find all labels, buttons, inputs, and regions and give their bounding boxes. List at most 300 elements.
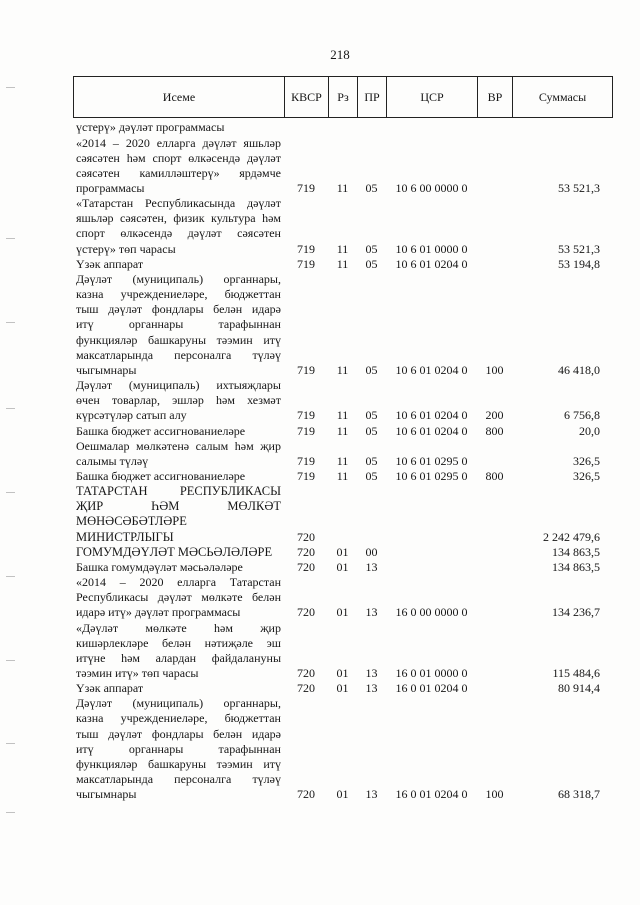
row-name-line <box>76 590 281 605</box>
row-name <box>73 621 284 682</box>
row-name-line: МИНИСТРЛЫГЫ <box>76 529 174 544</box>
table-row <box>73 257 613 272</box>
word: һәм <box>234 438 254 453</box>
row-pr: 05 <box>365 181 378 196</box>
row-pr: 05 <box>365 241 378 256</box>
row-csr: 16 0 01 0204 0 <box>395 787 468 802</box>
row-sum: 134 236,7 <box>552 605 600 620</box>
word: «Татарстан <box>76 196 134 211</box>
scan-margin-mark <box>6 660 15 661</box>
word: елларга <box>156 135 196 150</box>
word: түләү <box>252 772 281 787</box>
row-sum: 326,5 <box>573 468 600 483</box>
word: сәясәтен <box>76 165 120 180</box>
row-csr: 10 6 00 0000 0 <box>395 181 468 196</box>
row-pr <box>357 120 386 135</box>
row-name-line <box>76 272 281 287</box>
row-csr <box>386 560 477 575</box>
table-row <box>73 378 613 423</box>
row-name-line <box>76 499 281 514</box>
row-rz: 01 <box>336 544 349 559</box>
row-pr: 05 <box>365 362 378 377</box>
row-name-line: идарә итү» дәүләт программасы <box>76 605 241 620</box>
row-name <box>73 257 284 272</box>
word: тыш <box>76 726 99 741</box>
row-name-line: чыгымнары <box>76 362 137 377</box>
row-name-line <box>76 136 281 151</box>
header-pr: ПР <box>357 76 386 118</box>
word: максатларында <box>76 347 154 362</box>
row-rz: 11 <box>336 362 349 377</box>
row-pr: 05 <box>365 453 378 468</box>
row-pr: 05 <box>365 423 378 438</box>
word: МӨЛКӘТ <box>227 499 281 514</box>
word: персоналга <box>174 772 232 787</box>
row-rz: 01 <box>336 605 349 620</box>
row-name-line <box>76 302 281 317</box>
word: «Дәүләт <box>76 620 119 635</box>
header-name: Исеме <box>73 76 284 118</box>
row-sum: 134 863,5 <box>552 544 600 559</box>
word: персоналга <box>174 347 232 362</box>
row-name <box>73 560 284 575</box>
word: җир <box>260 438 281 453</box>
row-pr: 13 <box>365 666 378 681</box>
word: өчен <box>76 393 100 408</box>
row-kvsr: 719 <box>297 241 315 256</box>
row-csr <box>386 530 477 545</box>
row-csr: 10 6 01 0000 0 <box>395 241 468 256</box>
row-sum: 115 484,6 <box>552 666 600 681</box>
word: белән <box>213 302 243 317</box>
word: мөлкәте <box>145 620 187 635</box>
table-row <box>73 621 613 682</box>
row-kvsr: 719 <box>297 423 315 438</box>
scan-margin-mark <box>6 322 15 323</box>
row-rz: 11 <box>336 408 349 423</box>
row-name-line: күрсәтүләр сатып алу <box>76 408 187 423</box>
word: бюджеттан <box>224 287 281 302</box>
word: һәм <box>216 393 235 408</box>
table-row <box>73 439 613 469</box>
row-vr <box>477 560 512 575</box>
row-vr <box>477 605 512 620</box>
word: спорт <box>76 226 105 241</box>
row-name-line <box>76 317 281 332</box>
table-row <box>73 469 613 484</box>
word: фондлары <box>151 726 204 741</box>
table-row <box>73 484 613 545</box>
header-rz: Рз <box>328 76 357 118</box>
budget-table <box>73 76 613 802</box>
word: тәэмин <box>216 756 253 771</box>
row-name <box>73 196 284 257</box>
word: органнары, <box>223 696 281 711</box>
word: яшьләр <box>243 135 281 150</box>
word: Татарстан <box>229 575 281 590</box>
row-kvsr: 719 <box>297 181 315 196</box>
word: максатларында <box>76 772 154 787</box>
word: спорт <box>152 150 182 165</box>
word: Дәүләт <box>76 378 113 393</box>
word: һәм <box>126 150 146 165</box>
word: тыш <box>76 302 99 317</box>
row-name-line <box>76 378 281 393</box>
row-name <box>73 681 284 696</box>
row-vr: 800 <box>485 423 504 438</box>
row-name-line <box>76 333 281 348</box>
row-sum: 2 242 479,6 <box>543 529 600 544</box>
word: дәүләт <box>108 302 143 317</box>
word: җир <box>260 620 281 635</box>
word: һәм <box>121 650 140 665</box>
row-kvsr: 720 <box>297 787 315 802</box>
row-name-line <box>76 711 281 726</box>
word: «2014 <box>76 135 106 150</box>
row-name-line <box>76 757 281 772</box>
table-row <box>73 545 613 560</box>
row-sum: 80 914,4 <box>558 681 600 696</box>
word: дәүләт <box>202 135 237 150</box>
word: культура <box>211 211 256 226</box>
row-name <box>73 136 284 197</box>
row-rz: 11 <box>336 423 349 438</box>
row-name-line: Үзәк аппарат <box>76 681 144 696</box>
scan-margin-mark <box>6 492 15 493</box>
word: функцияләр <box>76 756 138 771</box>
table-row <box>73 575 613 620</box>
word: сәясәтен <box>76 150 120 165</box>
word: (муниципаль) <box>132 271 204 286</box>
word: ихтыяҗлары <box>216 378 281 393</box>
header-vr: ВР <box>477 76 512 118</box>
word: белән <box>162 635 192 650</box>
row-name-line <box>76 727 281 742</box>
row-kvsr: 720 <box>297 529 315 544</box>
word: (муниципаль) <box>132 696 204 711</box>
word: яшьләр <box>76 211 114 226</box>
word: файдалануны <box>211 650 281 665</box>
row-name-line <box>76 287 281 302</box>
row-name-line: ГОМУМДӘҮЛӘТ МӘСЬӘЛӘЛӘРЕ <box>76 544 273 559</box>
table-header <box>73 76 613 118</box>
row-vr <box>477 242 512 257</box>
row-name-line: тәэмин итү» төп чарасы <box>76 666 199 681</box>
word: органнары, <box>223 271 281 286</box>
row-sum: 326,5 <box>573 453 600 468</box>
row-name-line: программасы <box>76 181 145 196</box>
table-body <box>73 120 613 802</box>
table-row <box>73 272 613 378</box>
word: сәясәтен, <box>120 211 167 226</box>
row-kvsr: 719 <box>297 256 315 271</box>
row-name-line: үстерү» төп чарасы <box>76 241 176 256</box>
row-csr <box>386 120 477 135</box>
word: дәүләт <box>187 226 222 241</box>
word: тарафыннан <box>218 317 281 332</box>
word: итү <box>263 756 281 771</box>
word: функцияләр <box>76 332 138 347</box>
word: – <box>119 575 126 590</box>
row-rz: 11 <box>336 453 349 468</box>
row-pr <box>357 530 386 545</box>
row-rz <box>328 530 357 545</box>
word: хезмәт <box>247 393 281 408</box>
word: дәүләт <box>246 150 281 165</box>
table-row <box>73 681 613 696</box>
word: Оешмалар <box>76 438 130 453</box>
word: тәэмин <box>216 332 253 347</box>
row-name-line <box>76 484 281 499</box>
word: өлкәсендә <box>120 226 173 241</box>
row-kvsr: 719 <box>297 468 315 483</box>
row-rz: 11 <box>336 256 349 271</box>
word: Дәүләт <box>76 271 113 286</box>
row-sum: 46 418,0 <box>558 362 600 377</box>
row-name-line <box>76 166 281 181</box>
word: ярдәмче <box>239 165 281 180</box>
word: дәүләт <box>157 590 192 605</box>
row-csr: 10 6 01 0204 0 <box>395 362 468 377</box>
row-name-line <box>76 742 281 757</box>
row-pr: 13 <box>365 787 378 802</box>
row-name <box>73 469 284 484</box>
word: белән <box>251 590 281 605</box>
word: кишәрлекләре <box>76 635 149 650</box>
row-name <box>73 120 284 135</box>
row-name <box>73 424 284 439</box>
row-name-line: салымы түләү <box>76 453 149 468</box>
row-name-line: Башка гомумдәүләт мәсьәләләре <box>76 559 243 574</box>
word: итү <box>76 317 94 332</box>
word: һәм <box>214 620 233 635</box>
row-kvsr <box>284 120 328 135</box>
row-rz: 11 <box>336 181 349 196</box>
row-name-line: чыгымнары <box>76 787 137 802</box>
row-name <box>73 484 284 545</box>
row-name <box>73 545 284 560</box>
word: өлкәсендә <box>188 150 241 165</box>
row-rz: 01 <box>336 681 349 696</box>
word: дәүләт <box>108 726 143 741</box>
scan-margin-mark <box>6 743 15 744</box>
word: 2020 <box>125 135 150 150</box>
row-name-line <box>76 651 281 666</box>
row-pr: 00 <box>365 544 378 559</box>
row-pr: 13 <box>365 681 378 696</box>
word: учреждениеләре, <box>120 711 208 726</box>
row-kvsr: 719 <box>297 408 315 423</box>
header-sum: Суммасы <box>512 76 613 118</box>
word: Дәүләт <box>76 696 113 711</box>
row-kvsr: 720 <box>297 559 315 574</box>
row-vr: 200 <box>485 408 504 423</box>
word: нәтиҗәле <box>204 635 254 650</box>
table-row <box>73 136 613 197</box>
row-csr: 16 0 01 0000 0 <box>395 666 468 681</box>
word: камилләштерү» <box>139 165 220 180</box>
word: фондлары <box>151 302 204 317</box>
row-rz: 01 <box>336 559 349 574</box>
word: итүне <box>76 650 106 665</box>
word: башкаруны <box>148 332 207 347</box>
word: түләү <box>252 347 281 362</box>
table-row <box>73 120 613 135</box>
row-name-line <box>76 575 281 590</box>
word: һәм <box>262 211 281 226</box>
word: мөлкәтенә <box>136 438 190 453</box>
row-name-line <box>76 393 281 408</box>
row-csr: 10 6 01 0295 0 <box>395 453 468 468</box>
scan-margin-mark <box>6 238 15 239</box>
row-vr <box>477 666 512 681</box>
row-pr: 05 <box>365 256 378 271</box>
word: башкаруны <box>148 756 207 771</box>
row-kvsr: 720 <box>297 544 315 559</box>
row-csr: 10 6 01 0204 0 <box>395 408 468 423</box>
row-name <box>73 378 284 423</box>
row-sum: 53 194,8 <box>558 256 600 271</box>
row-name-line <box>76 772 281 787</box>
word: ҺӘМ <box>151 499 180 514</box>
word: МӨНӘСӘБӘТЛӘРЕ <box>76 514 187 529</box>
row-vr <box>477 454 512 469</box>
row-name-line: Үзәк аппарат <box>76 256 144 271</box>
row-vr: 100 <box>485 362 504 377</box>
word: бюджеттан <box>224 711 281 726</box>
row-vr <box>477 257 512 272</box>
row-vr <box>477 120 512 135</box>
row-sum: 68 318,7 <box>558 787 600 802</box>
row-vr <box>477 181 512 196</box>
row-rz: 01 <box>336 666 349 681</box>
word: белән <box>213 726 243 741</box>
word: органнары <box>128 741 184 756</box>
row-csr: 16 0 01 0204 0 <box>395 681 468 696</box>
row-name-line <box>76 196 281 211</box>
table-row <box>73 560 613 575</box>
word: РЕСПУБЛИКАСЫ <box>179 484 281 499</box>
row-name <box>73 439 284 469</box>
word: казна <box>76 287 104 302</box>
scan-margin-mark <box>6 408 15 409</box>
row-name-line <box>76 621 281 636</box>
scan-margin-mark <box>6 812 15 813</box>
row-name <box>73 575 284 620</box>
word: Республикасында <box>145 196 236 211</box>
row-name <box>73 696 284 802</box>
word: итү <box>263 332 281 347</box>
word: казна <box>76 711 104 726</box>
row-name-line <box>76 439 281 454</box>
word: ТАТАРСТАН <box>76 484 148 499</box>
row-rz: 01 <box>336 787 349 802</box>
word: тарафыннан <box>218 741 281 756</box>
row-csr: 10 6 01 0204 0 <box>395 423 468 438</box>
row-vr: 800 <box>485 468 504 483</box>
row-csr: 10 6 01 0295 0 <box>395 468 468 483</box>
row-name-line <box>76 696 281 711</box>
row-rz <box>328 120 357 135</box>
word: елларга <box>177 575 217 590</box>
scan-margin-mark <box>6 87 15 88</box>
row-name-line <box>76 514 281 529</box>
word: 2020 <box>139 575 164 590</box>
word: мөлкәте <box>201 590 243 605</box>
word: салым <box>195 438 229 453</box>
row-kvsr: 720 <box>297 605 315 620</box>
word: физик <box>173 211 205 226</box>
row-sum: 53 521,3 <box>558 181 600 196</box>
row-sum: 134 863,5 <box>552 559 600 574</box>
row-rz: 11 <box>336 468 349 483</box>
row-kvsr: 720 <box>297 666 315 681</box>
row-name-line <box>76 211 281 226</box>
row-kvsr: 719 <box>297 362 315 377</box>
table-row <box>73 196 613 257</box>
row-kvsr: 719 <box>297 453 315 468</box>
word: «2014 <box>76 575 106 590</box>
word: товарлар, <box>111 393 161 408</box>
row-sum: 20,0 <box>579 423 600 438</box>
row-sum: 53 521,3 <box>558 241 600 256</box>
header-kvsr: КВСР <box>284 76 328 118</box>
row-rz: 11 <box>336 241 349 256</box>
header-csr: ЦСР <box>386 76 477 118</box>
row-pr: 05 <box>365 468 378 483</box>
row-csr <box>386 545 477 560</box>
word: органнары <box>128 317 184 332</box>
row-sum <box>512 120 613 135</box>
row-name-line: үстерү» дәүләт программасы <box>76 120 225 135</box>
word: (муниципаль) <box>128 378 200 393</box>
row-name-line: Башка бюджет ассигнованиеләре <box>76 468 246 483</box>
word: – <box>112 135 119 150</box>
row-csr: 16 0 00 0000 0 <box>395 605 468 620</box>
row-sum: 6 756,8 <box>564 408 600 423</box>
row-vr <box>477 545 512 560</box>
word: эшләр <box>172 393 204 408</box>
word: алардан <box>155 650 197 665</box>
word: эш <box>266 635 281 650</box>
row-name <box>73 272 284 378</box>
table-row <box>73 424 613 439</box>
page-number: 218 <box>330 47 350 62</box>
row-name-line <box>76 348 281 363</box>
scan-margin-mark <box>6 576 15 577</box>
word: идарә <box>251 302 281 317</box>
row-vr <box>477 681 512 696</box>
row-name-line <box>76 226 281 241</box>
table-row <box>73 696 613 802</box>
row-name-line <box>76 151 281 166</box>
row-kvsr: 720 <box>297 681 315 696</box>
word: сәясәтен <box>237 226 281 241</box>
row-name-line <box>76 636 281 651</box>
word: итү <box>76 741 94 756</box>
word: учреждениеләре, <box>120 287 208 302</box>
row-csr: 10 6 01 0204 0 <box>395 256 468 271</box>
row-pr: 05 <box>365 408 378 423</box>
row-pr: 13 <box>365 559 378 574</box>
word: дәүләт <box>247 196 281 211</box>
row-vr: 100 <box>485 787 504 802</box>
row-pr: 13 <box>365 605 378 620</box>
word: идарә <box>251 726 281 741</box>
row-vr <box>477 530 512 545</box>
word: Республикасы <box>76 590 149 605</box>
word: ҖИР <box>76 499 104 514</box>
